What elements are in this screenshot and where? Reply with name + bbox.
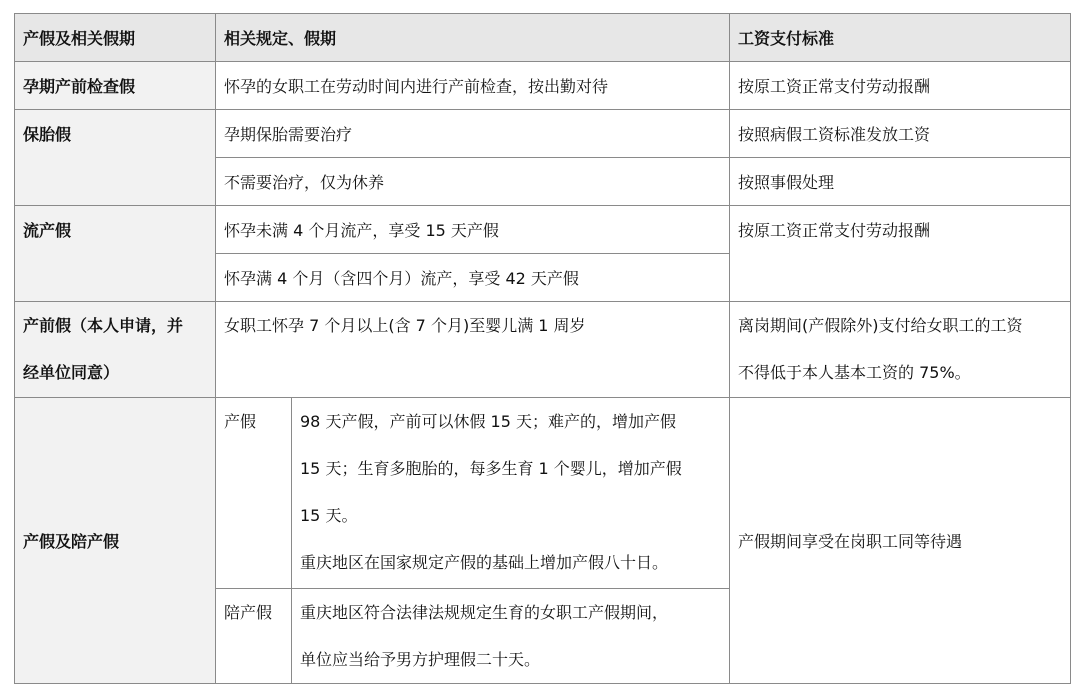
- category-line: 产前假（本人申请，并: [23, 316, 184, 335]
- table-row: [15, 398, 1071, 589]
- pay-line: 不得低于本人基本工资的 75%。: [738, 363, 971, 382]
- rule-line: 98 天产假，产前可以休假 15 天；难产的，增加产假: [300, 412, 676, 431]
- category-line: 经单位同意）: [23, 363, 120, 382]
- header-pay: 工资支付标准: [730, 14, 1071, 62]
- rule-cell: [292, 398, 730, 589]
- sub-type-cell: 产假: [216, 398, 292, 589]
- table-row: [15, 62, 1071, 110]
- header-category: 产假及相关假期: [15, 14, 216, 62]
- pay-cell: [730, 302, 1071, 398]
- pay-cell: 按原工资正常支付劳动报酬: [730, 206, 1071, 302]
- pay-cell: 产假期间享受在岗职工同等待遇: [730, 398, 1071, 684]
- pay-cell: 按原工资正常支付劳动报酬: [730, 62, 1071, 110]
- sub-type-cell: 陪产假: [216, 589, 292, 684]
- rule-line: 单位应当给予男方护理假二十天。: [300, 650, 541, 669]
- rule-cell: 怀孕的女职工在劳动时间内进行产前检查，按出勤对待: [216, 62, 730, 110]
- category-cell: [15, 302, 216, 398]
- rule-cell: 孕期保胎需要治疗: [216, 110, 730, 158]
- rule-line: 15 天；生育多胞胎的，每多生育 1 个婴儿，增加产假: [300, 459, 682, 478]
- category-cell: 保胎假: [15, 110, 216, 206]
- rule-line: 重庆地区在国家规定产假的基础上增加产假八十日。: [300, 553, 669, 572]
- pay-cell: 按照病假工资标准发放工资: [730, 110, 1071, 158]
- maternity-leave-table: [14, 13, 1071, 684]
- rule-cell: 怀孕满 4 个月（含四个月）流产，享受 42 天产假: [216, 254, 730, 302]
- category-cell: 流产假: [15, 206, 216, 302]
- pay-cell: 按照事假处理: [730, 158, 1071, 206]
- rule-cell: 不需要治疗，仅为休养: [216, 158, 730, 206]
- header-row: [15, 14, 1071, 62]
- table-row: [15, 302, 1071, 398]
- pay-line: 离岗期间(产假除外)支付给女职工的工资: [738, 316, 1023, 335]
- rule-cell: 怀孕未满 4 个月流产，享受 15 天产假: [216, 206, 730, 254]
- table-row: [15, 206, 1071, 254]
- category-cell: 孕期产前检查假: [15, 62, 216, 110]
- rule-line: 重庆地区符合法律法规规定生育的女职工产假期间，: [300, 603, 669, 622]
- rule-cell: [292, 589, 730, 684]
- table-row: [15, 110, 1071, 158]
- category-cell: 产假及陪产假: [15, 398, 216, 684]
- rule-line: 15 天。: [300, 506, 358, 525]
- rule-cell: 女职工怀孕 7 个月以上(含 7 个月)至婴儿满 1 周岁: [216, 302, 730, 398]
- header-rule: 相关规定、假期: [216, 14, 730, 62]
